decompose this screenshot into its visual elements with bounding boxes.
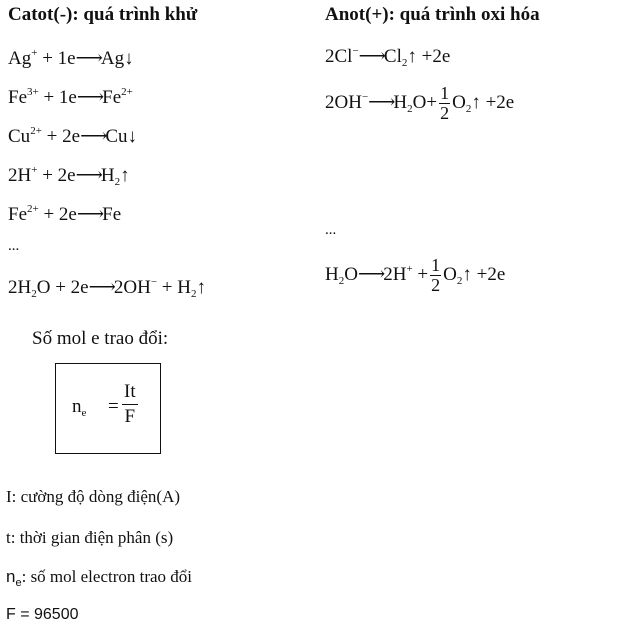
arrow-icon: ⟶: [75, 165, 101, 186]
arrow-icon: ⟶: [80, 126, 106, 147]
subscript: 2: [190, 288, 197, 300]
product: Fe: [102, 87, 122, 108]
formula-lhs: [72, 396, 86, 418]
product-rest: O+: [412, 91, 438, 113]
catot-equation-fe3: [8, 86, 133, 109]
arrow-icon: ⟶: [76, 204, 103, 225]
reactant-rest: O + 2e: [36, 277, 89, 298]
catot-equation-h: [8, 164, 130, 187]
product: Cu: [105, 126, 128, 147]
fraction-numerator: 1: [440, 83, 450, 103]
catot-ellipsis: ...: [8, 238, 20, 254]
catot-heading: Catot(-): quá trình khử: [8, 4, 198, 25]
electrons: + 2e: [38, 204, 77, 225]
gas-arrow-icon: ↑: [120, 165, 130, 186]
gas-arrow-icon: ↑: [471, 91, 481, 113]
subscript: 2: [456, 274, 463, 287]
charge: 2+: [30, 125, 42, 137]
oxygen: O: [443, 263, 457, 285]
catot-equation-ag: [8, 47, 134, 70]
equals-sign: =: [108, 396, 119, 417]
catot-equation-cu: [8, 125, 137, 148]
oxygen: O: [452, 91, 466, 113]
ne-symbol: n: [6, 567, 16, 586]
electrons: +2e: [416, 46, 451, 67]
note-faraday: F = 96500: [6, 606, 79, 623]
reactant: Ag: [8, 48, 32, 69]
product: Ag: [100, 48, 125, 69]
charge: −: [150, 276, 158, 288]
charge: 2+: [121, 86, 133, 98]
fraction-one-half: [430, 256, 441, 295]
fraction-denominator: 2: [431, 275, 441, 295]
anot-heading: Anot(+): quá trình oxi hóa: [325, 4, 540, 25]
charge: +: [31, 164, 38, 176]
subscript: 2: [338, 274, 345, 287]
subscript: 2: [31, 288, 37, 300]
note-time: t: thời gian điện phân (s): [6, 528, 174, 547]
charge: +: [406, 262, 413, 275]
charge: −: [361, 90, 369, 103]
catot-equation-fe2: [8, 203, 121, 226]
electron-exchange-label: Số mol e trao đổi:: [32, 328, 169, 349]
fraction-denominator: F: [124, 406, 136, 427]
lhs-symbol: n: [72, 396, 82, 417]
reactant: Cu: [8, 126, 31, 147]
subscript: 2: [401, 57, 408, 69]
catot-equation-water: [8, 276, 206, 299]
electrons: + 2e: [37, 165, 76, 186]
fraction-numerator: 1: [431, 255, 441, 275]
electrons: + 2e: [41, 126, 81, 147]
note-current: I: cường độ dòng điện(A): [6, 487, 181, 506]
electrons: +2e: [480, 91, 515, 113]
reactant: Fe: [8, 204, 27, 225]
product: 2H: [383, 263, 407, 285]
product-rest: +: [412, 263, 429, 285]
charge: +: [31, 47, 38, 59]
anot-ellipsis: ...: [325, 222, 337, 238]
gas-arrow-icon: ↑: [196, 277, 206, 298]
reactant-rest: O: [344, 263, 358, 285]
anot-equation-water: [325, 256, 505, 295]
product: H: [100, 165, 115, 186]
reactant: Fe: [8, 87, 27, 108]
anot-equation-cl: [325, 45, 450, 68]
arrow-icon: ⟶: [357, 263, 384, 285]
fraction-denominator: 2: [440, 103, 450, 123]
subscript: e: [81, 407, 87, 419]
reactant: 2H: [8, 277, 32, 298]
charge: −: [352, 45, 359, 57]
reactant: H: [325, 263, 339, 285]
charge: 3+: [27, 86, 39, 98]
product: 2OH: [113, 277, 151, 298]
reactant: 2Cl: [325, 46, 353, 67]
note-electron-moles: [6, 567, 192, 587]
note-text: : số mol electron trao đổi: [21, 567, 193, 586]
precipitate-arrow-icon: ↓: [127, 126, 137, 147]
electrons: +2e: [471, 263, 506, 285]
formula-fraction: [122, 380, 138, 429]
subscript: 2: [465, 102, 472, 115]
electrons: + 1e: [38, 87, 77, 108]
arrow-icon: ⟶: [75, 48, 101, 69]
anot-equation-oh: [325, 84, 514, 123]
product: Cl: [383, 46, 402, 67]
product: Fe: [102, 204, 122, 225]
fraction-one-half: [439, 84, 450, 123]
product: H: [393, 91, 408, 113]
subscript: 2: [407, 102, 413, 115]
gas-arrow-icon: ↑: [462, 263, 472, 285]
fraction-numerator: It: [122, 380, 138, 405]
gas-arrow-icon: ↑: [407, 46, 417, 67]
reactant: 2OH: [325, 91, 362, 113]
precipitate-arrow-icon: ↓: [124, 48, 134, 69]
formula-box: [55, 363, 161, 454]
reactant: 2H: [8, 165, 32, 186]
arrow-icon: ⟶: [358, 46, 384, 67]
product-rest: + H: [157, 277, 191, 298]
electrons: + 1e: [37, 48, 76, 69]
arrow-icon: ⟶: [76, 87, 103, 108]
subscript: e: [15, 577, 22, 589]
subscript: 2: [114, 176, 121, 188]
arrow-icon: ⟶: [88, 277, 114, 298]
charge: 2+: [27, 203, 39, 215]
arrow-icon: ⟶: [368, 91, 394, 113]
